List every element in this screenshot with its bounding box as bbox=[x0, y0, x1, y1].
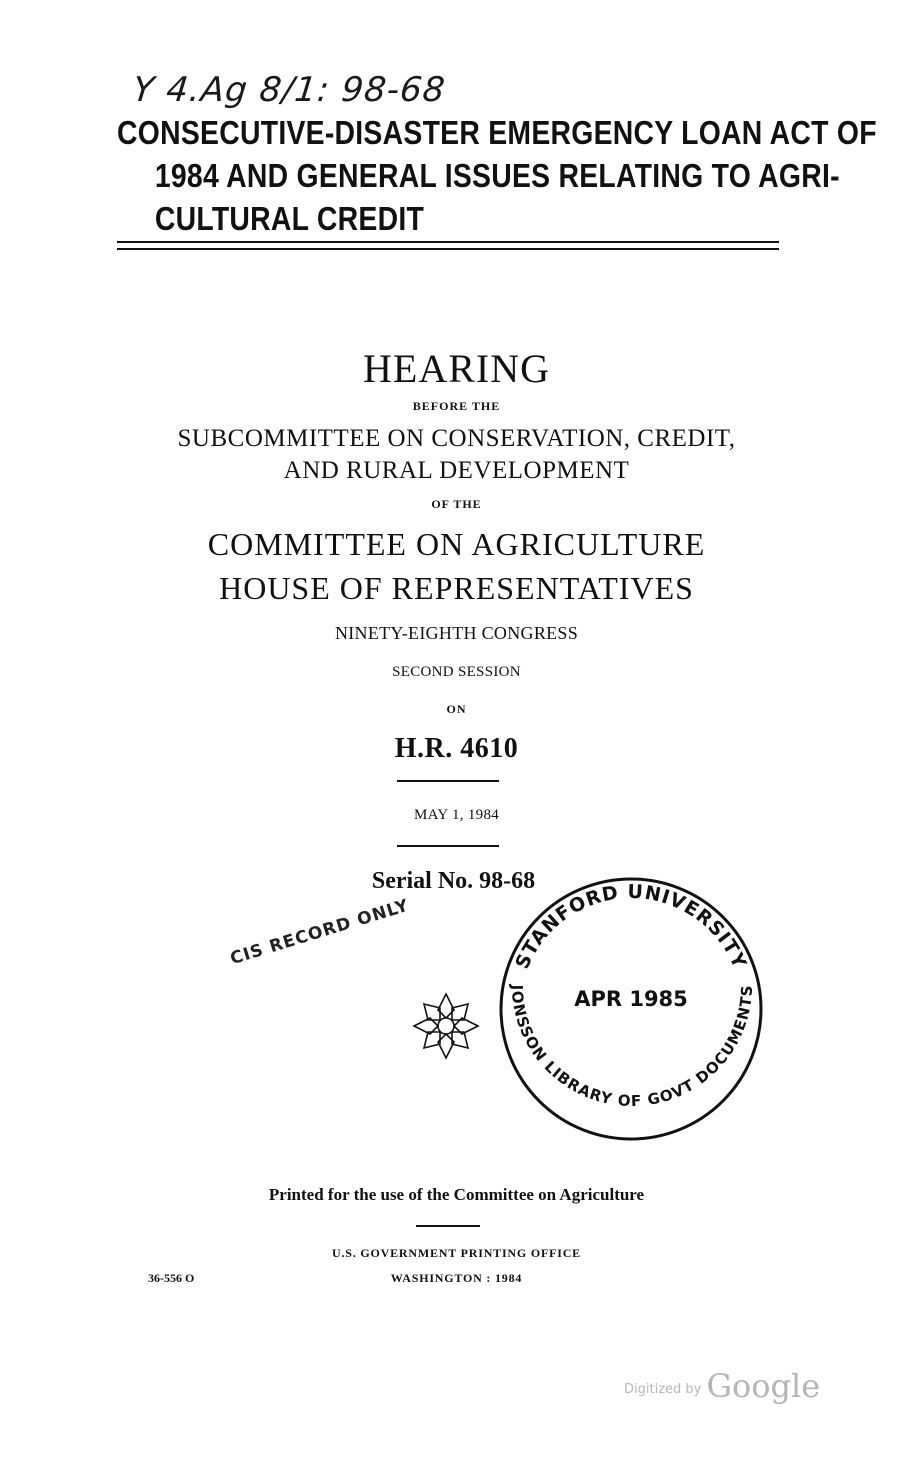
session-label: SECOND SESSION bbox=[392, 664, 521, 680]
serial-number: Serial No. 98-68 bbox=[371, 868, 536, 894]
google-logo: Google bbox=[706, 1367, 821, 1405]
call-number: Y 4.Ag 8/1: 98-68 bbox=[130, 70, 448, 110]
committee-line-1: COMMITTEE ON AGRICULTURE bbox=[207, 526, 706, 562]
print-code: 36-556 O bbox=[148, 1271, 195, 1285]
bill-rule bbox=[397, 780, 499, 782]
google-watermark bbox=[624, 1367, 820, 1405]
of-the-label: OF THE bbox=[431, 497, 482, 511]
library-stamp bbox=[490, 868, 772, 1150]
committee-line-2: HOUSE OF REPRESENTATIVES bbox=[219, 570, 694, 606]
on-label: ON bbox=[446, 702, 467, 716]
hearing-heading: HEARING bbox=[363, 346, 550, 391]
before-the-label: BEFORE THE bbox=[412, 399, 501, 413]
svg-text:STANFORD UNIVERSITY bbox=[511, 881, 751, 972]
gpo-label: U.S. GOVERNMENT PRINTING OFFICE bbox=[332, 1246, 581, 1260]
title-line-1: CONSECUTIVE-DISASTER EMERGENCY LOAN ACT OF bbox=[117, 114, 877, 151]
bill-number: H.R. 4610 bbox=[394, 733, 519, 764]
gpo-location: WASHINGTON : 1984 bbox=[390, 1271, 523, 1285]
title-rule-bottom bbox=[117, 248, 779, 250]
title-rule-top bbox=[117, 241, 779, 243]
date-rule bbox=[397, 845, 499, 847]
congress-label: NINETY-EIGHTH CONGRESS bbox=[334, 623, 579, 643]
committee-emblem bbox=[410, 990, 482, 1062]
printed-rule bbox=[416, 1225, 480, 1227]
document-title bbox=[117, 111, 877, 240]
library-stamp-date: APR 1985 bbox=[574, 987, 688, 1011]
title-line-3: CULTURAL CREDIT bbox=[154, 200, 425, 237]
watermark-prefix: Digitized by bbox=[624, 1382, 702, 1397]
printed-for-text: Printed for the use of the Committee on Agriculture bbox=[268, 1185, 645, 1204]
library-stamp-top-text: STANFORD UNIVERSITY bbox=[511, 880, 751, 973]
hearing-date: MAY 1, 1984 bbox=[413, 807, 500, 823]
subcommittee-line-2: AND RURAL DEVELOPMENT bbox=[283, 457, 630, 484]
library-stamp-bottom-text: JONSSON LIBRARY OF GOVT DOCUMENTS bbox=[507, 984, 757, 1111]
record-only-stamp: CIS RECORD ONLY bbox=[228, 895, 412, 970]
title-line-2: 1984 AND GENERAL ISSUES RELATING TO AGRI- bbox=[154, 157, 840, 194]
subcommittee-line-1: SUBCOMMITTEE ON CONSERVATION, CREDIT, bbox=[177, 425, 736, 452]
